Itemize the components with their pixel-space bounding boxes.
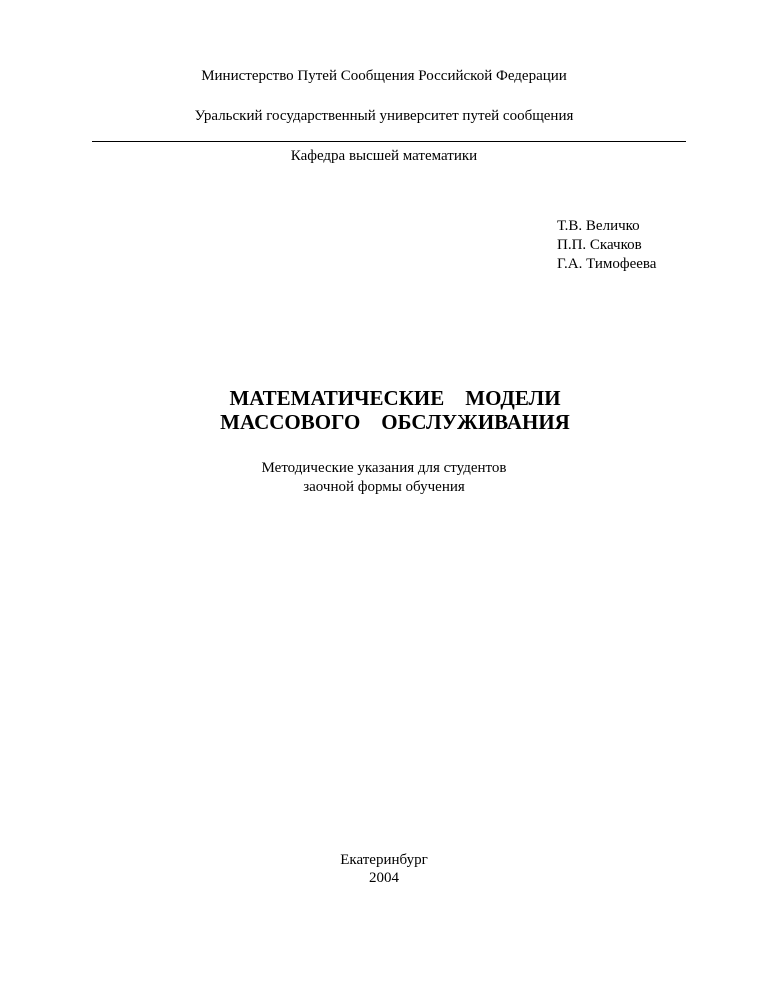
author-1: Т.В. Величко	[557, 218, 640, 234]
title-line-1: МАТЕМАТИЧЕСКИЕ МОДЕЛИ	[229, 386, 561, 410]
authors-block	[557, 217, 656, 274]
subtitle-line-2: заочной формы обучения	[303, 479, 465, 495]
city-line: Екатеринбург	[340, 852, 428, 868]
university-line: Уральский государственный университет путей сообщения	[194, 108, 574, 124]
header-divider	[92, 141, 686, 142]
ministry-line: Министерство Путей Сообщения Российской Федерации	[201, 68, 567, 84]
author-2: П.П. Скачков	[557, 237, 642, 253]
year-line: 2004	[369, 870, 399, 886]
subtitle-line-1: Методические указания для студентов	[261, 460, 507, 476]
author-3: Г.А. Тимофеева	[557, 256, 657, 272]
department-line: Кафедра высшей математики	[290, 148, 478, 164]
title-line-2: МАССОВОГО ОБСЛУЖИВАНИЯ	[220, 410, 570, 434]
